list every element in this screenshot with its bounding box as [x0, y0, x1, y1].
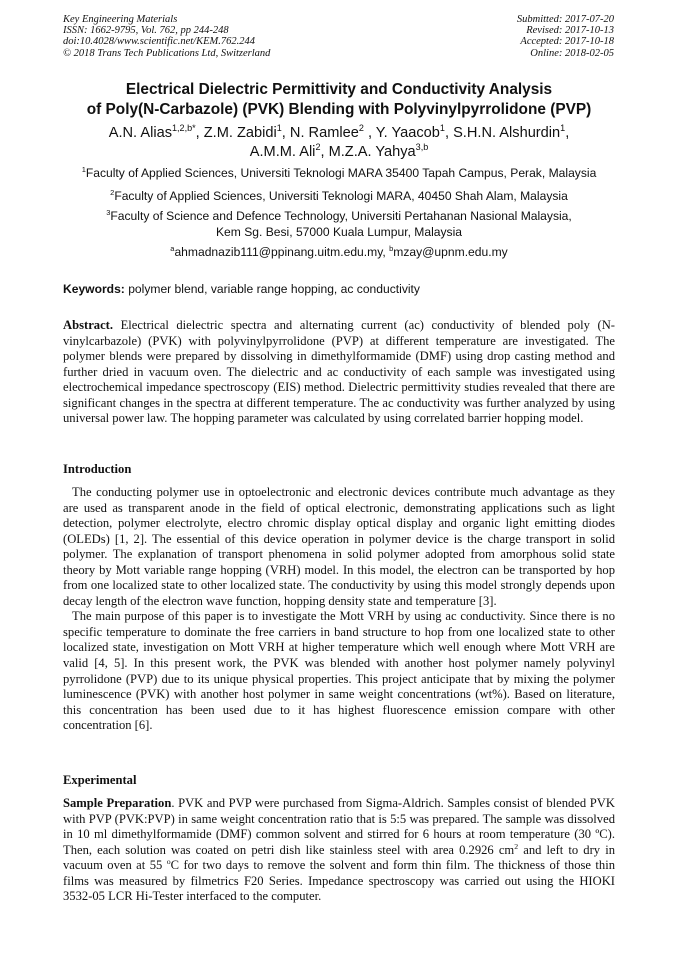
author-affiliation-mark: 1: [560, 123, 566, 134]
author-separator: ,: [320, 144, 329, 160]
title-line-2: of Poly(N-Carbazole) (PVK) Blending with Polyvinylpyrrolidone (PVP): [86, 101, 592, 118]
issn-line: ISSN: 1662-9795, Vol. 762, pp 244-248: [63, 25, 229, 37]
keywords: [63, 282, 615, 297]
author-name: M.Z.A. Yahya: [328, 144, 416, 160]
email-link[interactable]: ahmadnazib111@ppinang.uitm.edu.my: [174, 245, 383, 259]
superscript: 2: [514, 841, 519, 851]
author-separator: ,: [363, 125, 376, 141]
author-name: Z.M. Zabidi: [203, 125, 277, 141]
superscript: o: [166, 857, 171, 866]
affiliation-1: [20, 166, 658, 182]
contact-emails: [20, 245, 658, 261]
author-affiliation-mark: 2: [358, 123, 364, 134]
author-name: A.M.M. Ali: [249, 144, 316, 160]
publication-dates: [517, 14, 614, 59]
accepted-date: Accepted: 2017-10-18: [520, 36, 614, 48]
paragraph-text: C for two days to remove the solvent and form thin film. The thickness of those thin films was measured by filmetrics F20 Series. Impedance spectroscopy was carried out using the HIOKI 3532-05 LCR Hi-Tester interfaced to the computer.: [63, 858, 615, 904]
copyright-line: © 2018 Trans Tech Publications Ltd, Switzerland: [63, 47, 271, 59]
author-affiliation-mark: 1: [276, 123, 282, 134]
affiliation-3: [20, 209, 658, 240]
author-list: [20, 124, 658, 162]
abstract-label: Abstract.: [63, 318, 114, 332]
doi-line: doi:10.4028/www.scientific.net/KEM.762.244: [63, 36, 255, 48]
paragraph-text: and left to dry in vacuum oven at 55: [63, 842, 615, 873]
author-affiliation-mark: 1,2,b*: [172, 123, 196, 134]
paragraph: The main purpose of this paper is to investigate the Mott VRH by using ac conductivity. Since there is no specific temperature to dominate the free carriers in band structure to hop from one localized state to other localized state, investigation on Mott VRH at higher temperature which well enough where Mott VRH are valid [4, 5]. In this present work, the PVK was blended with another host polymer namely polyvinyl pyrrolidone (PVP) due to its unique physical properties. This project anticipate that by mixing the polymer luminescence (PVK) with another host polymer in same weight concentrations (wt%). Based on literature, this concentration has been used due to it has highest fluorescence emission compare with other concentration [6].: [63, 609, 615, 733]
email-mark: b: [389, 243, 394, 253]
journal-info: [63, 14, 270, 59]
author-separator: ,: [444, 125, 454, 141]
email-separator: ,: [382, 245, 390, 259]
paper-title: [20, 80, 658, 120]
subsection-lead: Sample Preparation: [63, 796, 172, 810]
keywords-label: Keywords:: [63, 282, 125, 296]
author-affiliation-mark: 3,b: [415, 142, 429, 153]
paragraph: The conducting polymer use in optoelectronic and electronic devices contribute much advantage as they are used as transparent anode in the field of optical electronic, demonstrating applications such as light detection, polymer electrolyte, electro chromic display optical display and organic light emitting diodes (OLEDs) [1, 2]. The essential of this device operation in polymer device is the charge transport in solid polymer. The explanation of transport phenomena in solid polymer adopted from amorphous solid state theory by Mott variable range hopping (VRH) model. In this model, the electron can be transported by hop from one localized state to other localized state. The conductivity by using this model strongly depends upon decay length of the electron wave function, hopping density state and temperature [3].: [63, 485, 615, 608]
author-separator: ,: [281, 125, 290, 141]
author-name: S.H.N. Alshurdin: [453, 125, 561, 141]
author-name: N. Ramlee: [289, 125, 359, 141]
author-name: Y. Yaacob: [375, 125, 440, 141]
email-mark: a: [170, 243, 175, 253]
affiliation-mark: 1: [81, 164, 86, 174]
keywords-text: polymer blend, variable range hopping, ac conductivity: [124, 282, 420, 296]
section-heading-experimental: Experimental: [63, 773, 137, 787]
submitted-date: Submitted: 2017-07-20: [516, 14, 614, 25]
abstract-text: Electrical dielectric spectra and alternating current (ac) conductivity of blended poly (N-vinylcarbazole) (PVK) with polyvinylpyrrolidone (PVP) at different temperature are investigated. The polymer blends were prepared by dissolving in dimethylformamide (DMF) using drop casting method and further dried in vacuum oven. The dielectric and ac conductivity of each sample was investigated using electrochemical impedance spectroscopy (EIS) method. Dielectric permittivity studies revealed that there are significant changes in the spectra at different temperature. The ac conductivity was further analyzed by using universal power law. The hopping parameter was calculated by using correlated barrier hopping model.: [63, 318, 615, 426]
author-separator: ,: [195, 125, 204, 141]
affiliation-text: Faculty of Applied Sciences, Universiti Teknologi MARA, 40450 Shah Alam, Malaysia: [114, 189, 568, 203]
author-name: A.N. Alias: [108, 125, 172, 141]
email-link[interactable]: mzay@upnm.edu.my: [393, 245, 508, 259]
journal-name: Key Engineering Materials: [63, 14, 178, 25]
affiliation-text: Faculty of Science and Defence Technology, Universiti Pertahanan Nasional Malaysia,: [110, 209, 572, 223]
affiliation-mark: 3: [106, 207, 111, 217]
section-heading-introduction: Introduction: [63, 462, 132, 476]
affiliation-text-continued: Kem Sg. Besi, 57000 Kuala Lumpur, Malaysia: [215, 224, 463, 239]
paragraph-text: . PVK and PVP were purchased from Sigma-Aldrich. Samples consist of blended PVK with PVP (PVK:PVP) in same weight concentration ratio that is 5:5 was prepared. The sample was dissolved in 10 ml dimethylformamide (DMF) common solvent and stirred for 6 hours at room temperature (30 ºC). Then, each solution was coated on petri dish like stainless steel with area 0.2926 cm: [63, 796, 616, 857]
affiliation-text: Faculty of Applied Sciences, Universiti Teknologi MARA 35400 Tapah Campus, Perak, Malaysia: [85, 166, 597, 180]
introduction-body: [63, 485, 615, 734]
abstract: [63, 318, 615, 427]
author-affiliation-mark: 2: [315, 142, 321, 153]
revised-date: Revised: 2017-10-13: [526, 25, 614, 37]
online-date: Online: 2018-02-05: [530, 47, 614, 59]
affiliation-2: [20, 189, 658, 205]
affiliation-mark: 2: [110, 187, 115, 197]
author-separator: ,: [565, 125, 570, 141]
experimental-body: [63, 796, 615, 905]
author-affiliation-mark: 1: [439, 123, 445, 134]
title-line-1: Electrical Dielectric Permittivity and Conductivity Analysis: [125, 81, 553, 98]
